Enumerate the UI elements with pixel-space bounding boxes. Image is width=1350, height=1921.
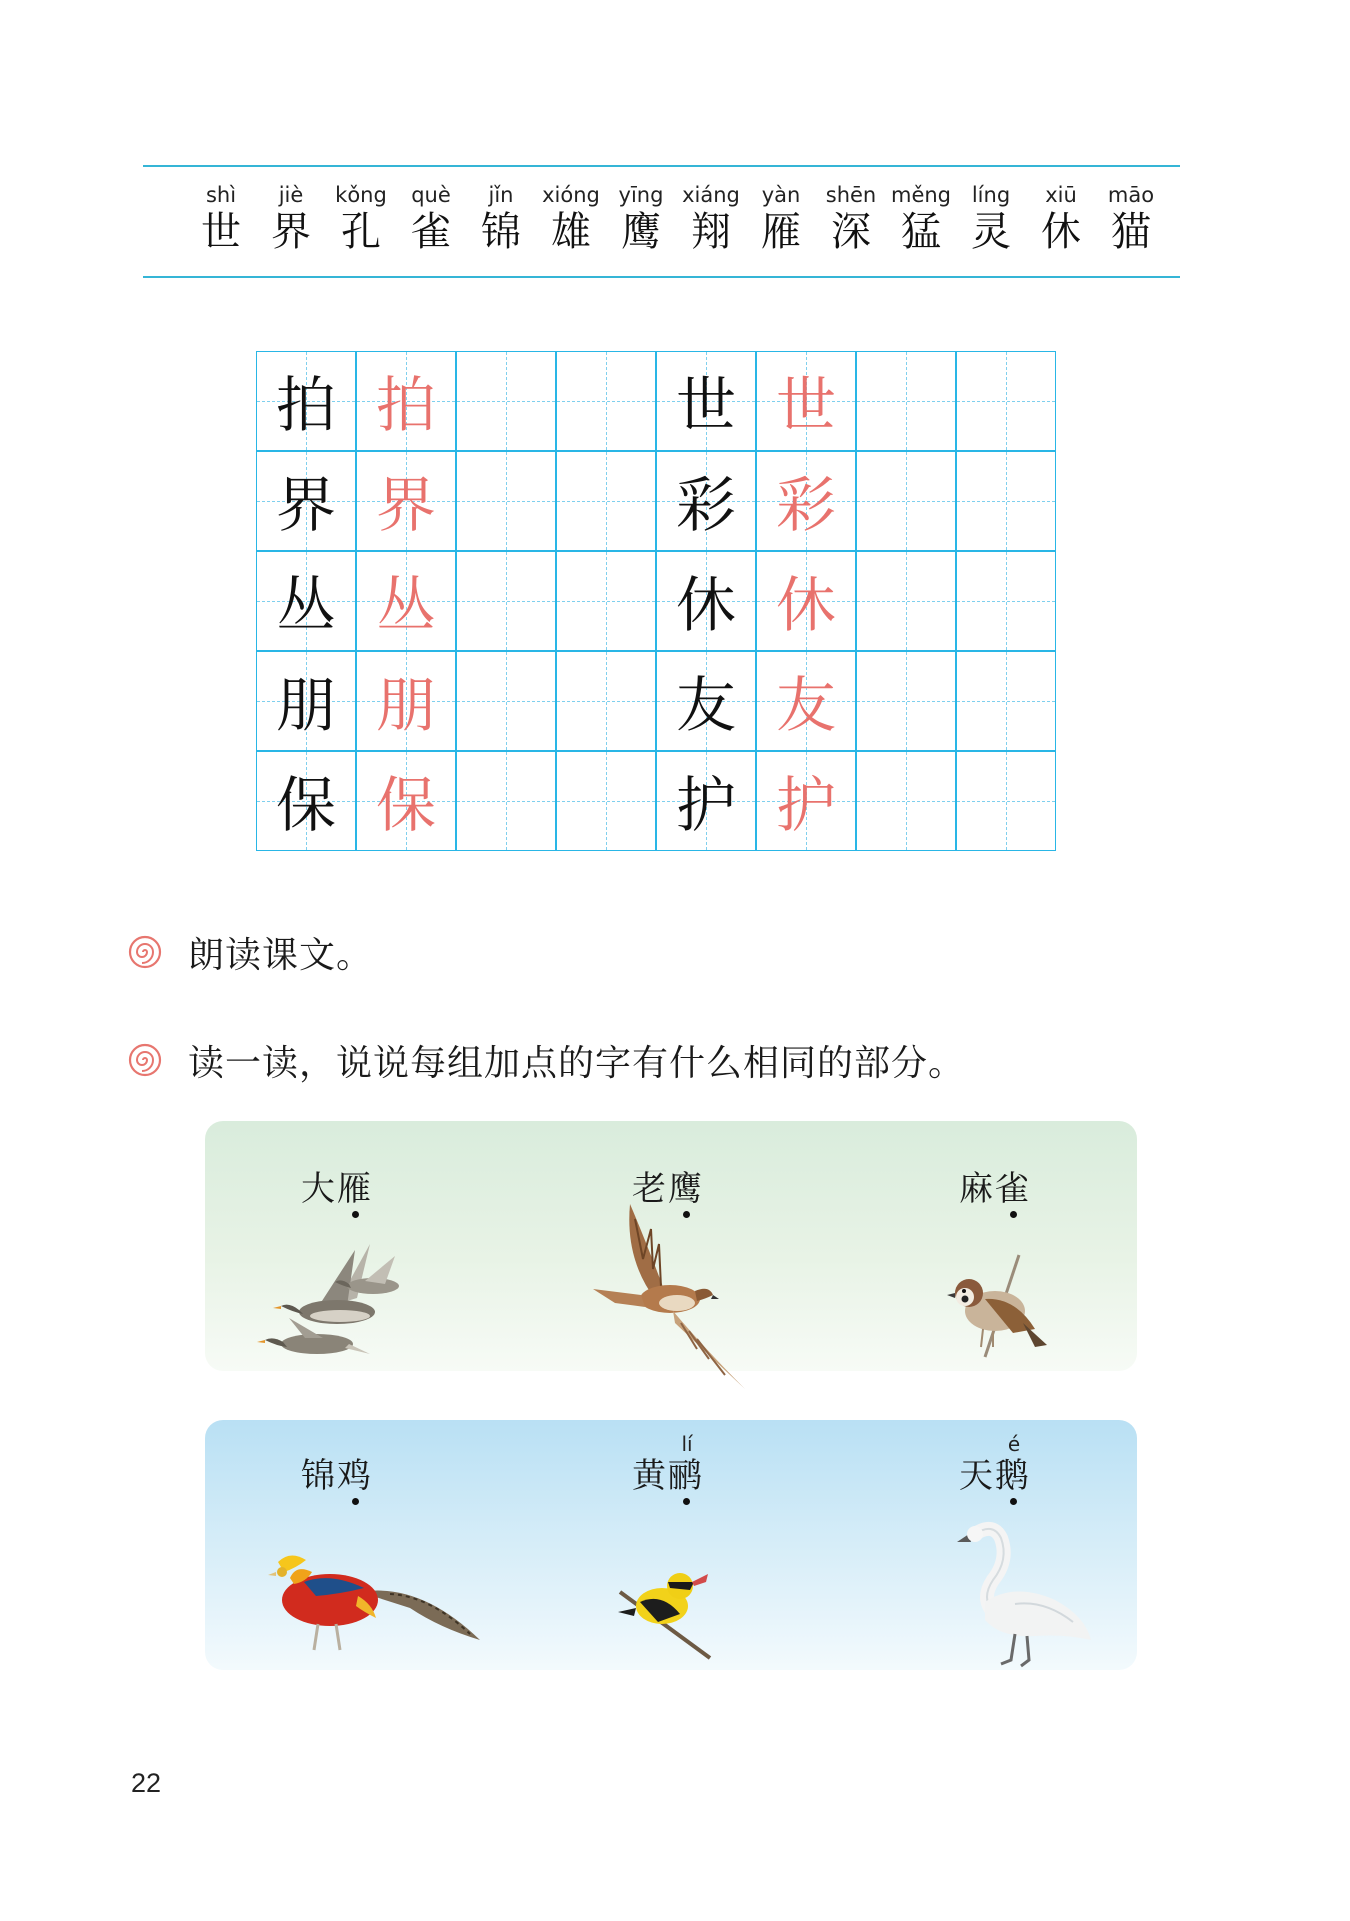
grid-cell [956,651,1056,751]
grid-guide-horizontal [957,401,1055,402]
vocab-pinyin: kǒng [335,183,387,207]
trace-character: 保 [376,771,436,841]
bird-pinyin [895,1145,1095,1169]
oriole-photo [610,1552,720,1662]
vocab-item [1026,180,1096,254]
grid-cell [456,351,556,451]
vocab-pinyin: shēn [825,183,877,207]
vocab-hanzi: 翔 [691,209,731,255]
grid-cell [256,751,356,851]
grid-guide-horizontal [857,501,955,502]
vocab-hanzi: 界 [271,209,311,255]
grid-cell [256,551,356,651]
grid-cell [856,451,956,551]
bird-pinyin [237,1432,437,1456]
model-character: 世 [676,371,736,441]
vocabulary-row [186,180,1155,260]
model-character: 保 [276,771,336,841]
vocab-pinyin: yīng [618,183,664,207]
vocab-hanzi: 猛 [901,209,941,255]
grid-cell [956,551,1056,651]
bird-card [568,1432,768,1505]
grid-guide-horizontal [457,601,555,602]
grid-guide-horizontal [957,701,1055,702]
grid-cell [656,651,756,751]
trace-character: 彩 [776,471,836,541]
grid-cell [756,351,856,451]
vocab-item [326,180,396,254]
bird-card [237,1432,437,1505]
vocab-pinyin: měng [890,183,952,207]
bird-name: 锦鸡 [301,1456,373,1496]
bird-group-panel [205,1121,1137,1371]
vocab-pinyin: xióng [542,183,600,207]
vocab-pinyin: jǐn [488,183,514,207]
vocab-item [606,180,676,254]
spiral-seal-icon [128,1043,162,1077]
bird-pinyin: é [1007,1432,1021,1456]
vocab-item [1096,180,1166,254]
vocab-hanzi: 锦 [481,209,521,255]
grid-cell [456,751,556,851]
trace-character: 护 [776,771,836,841]
page-number: 22 [131,1768,162,1798]
grid-cell [856,651,956,751]
vocab-hanzi: 雄 [551,209,591,255]
grid-guide-horizontal [957,601,1055,602]
swan-photo [945,1520,1095,1670]
eagle-photo [585,1199,755,1399]
grid-cell [356,451,456,551]
emphasis-dot [1010,1211,1017,1218]
vocab-pinyin: māo [1107,183,1155,207]
grid-cell [456,651,556,751]
bird-pinyin: lí [681,1432,693,1456]
grid-guide-horizontal [857,801,955,802]
vocab-item [186,180,256,254]
vocab-pinyin: què [411,183,451,207]
bird-name: 老鹰 [632,1169,704,1209]
vocab-hanzi: 深 [831,209,871,255]
sparrow-photo [935,1251,1065,1361]
grid-cell [756,451,856,551]
vocab-item [886,180,956,254]
vocab-hanzi: 鹰 [621,209,661,255]
vocab-item [676,180,746,254]
trace-character: 朋 [376,671,436,741]
grid-cell [756,651,856,751]
model-character: 护 [676,771,736,841]
vocab-hanzi: 灵 [971,209,1011,255]
grid-cell [656,551,756,651]
bird-name: 大雁 [301,1169,373,1209]
vocab-item [396,180,466,254]
grid-cell [856,351,956,451]
model-character: 友 [676,671,736,741]
grid-cell [656,751,756,851]
trace-character: 友 [776,671,836,741]
bird-group-panel [205,1420,1137,1670]
spiral-seal-icon [128,935,162,969]
vocab-pinyin: xiáng [682,183,740,207]
grid-cell [556,451,656,551]
vocab-item [466,180,536,254]
vocab-item [256,180,326,254]
trace-character: 休 [776,571,836,641]
vocab-item [536,180,606,254]
grid-cell [956,751,1056,851]
vocab-hanzi: 雀 [411,209,451,255]
bird-card [237,1145,437,1218]
grid-guide-horizontal [857,701,955,702]
grid-guide-horizontal [457,801,555,802]
emphasis-dot [352,1498,359,1505]
model-character: 拍 [276,371,336,441]
grid-cell [556,651,656,751]
grid-guide-horizontal [457,701,555,702]
model-character: 休 [676,571,736,641]
grid-cell [356,351,456,451]
grid-cell [456,451,556,551]
grid-cell [256,451,356,551]
bird-card [895,1145,1095,1218]
bird-pinyin [237,1145,437,1169]
grid-guide-horizontal [557,501,655,502]
vocab-pinyin: líng [971,183,1011,207]
vocab-bottom-rule [143,276,1180,278]
vocab-hanzi: 猫 [1111,209,1151,255]
model-character: 朋 [276,671,336,741]
grid-cell [556,751,656,851]
vocab-pinyin: jiè [278,183,304,207]
grid-cell [956,351,1056,451]
vocab-hanzi: 孔 [341,209,381,255]
grid-guide-horizontal [957,501,1055,502]
vocab-hanzi: 雁 [761,209,801,255]
bird-card [895,1432,1095,1505]
grid-cell [856,751,956,851]
grid-cell [856,551,956,651]
grid-cell [256,651,356,751]
vocab-hanzi: 休 [1041,209,1081,255]
exercise-read-aloud [128,927,373,977]
grid-cell [456,551,556,651]
emphasis-dot [352,1211,359,1218]
model-character: 界 [276,471,336,541]
bird-pinyin [568,1145,768,1169]
grid-cell [556,351,656,451]
trace-character: 世 [776,371,836,441]
trace-character: 拍 [376,371,436,441]
exercise-read-and-discuss [128,1035,965,1085]
grid-cell [556,551,656,651]
grid-cell [256,351,356,451]
grid-cell [656,451,756,551]
golden-pheasant-photo [260,1542,485,1657]
bird-name: 麻雀 [959,1169,1031,1209]
bird-name: 黄鹂 [632,1456,704,1496]
grid-cell [956,451,1056,551]
vocab-item [816,180,886,254]
vocab-hanzi: 世 [201,209,241,255]
wild-goose-photo [245,1226,415,1366]
grid-guide-horizontal [457,501,555,502]
exercise-text: 读一读，说说每组加点的字有什么相同的部分。 [188,1042,966,1084]
grid-cell [756,551,856,651]
grid-guide-horizontal [557,401,655,402]
trace-character: 丛 [376,571,436,641]
vocab-item [746,180,816,254]
grid-cell [356,751,456,851]
grid-cell [356,651,456,751]
grid-guide-horizontal [457,401,555,402]
model-character: 丛 [276,571,336,641]
model-character: 彩 [676,471,736,541]
vocab-item [956,180,1026,254]
bird-name: 天鹅 [959,1456,1031,1496]
vocab-pinyin: shì [205,183,237,207]
grid-guide-horizontal [557,601,655,602]
emphasis-dot [1010,1498,1017,1505]
vocab-pinyin: yàn [761,183,801,207]
grid-cell [756,751,856,851]
grid-cell [356,551,456,651]
vocab-pinyin: xiū [1045,183,1077,207]
grid-guide-horizontal [857,401,955,402]
vocab-top-rule [143,165,1180,167]
grid-guide-horizontal [557,701,655,702]
grid-guide-horizontal [957,801,1055,802]
grid-guide-horizontal [557,801,655,802]
trace-character: 界 [376,471,436,541]
grid-cell [656,351,756,451]
grid-guide-horizontal [857,601,955,602]
emphasis-dot [683,1498,690,1505]
exercise-text: 朗读课文。 [188,934,374,976]
